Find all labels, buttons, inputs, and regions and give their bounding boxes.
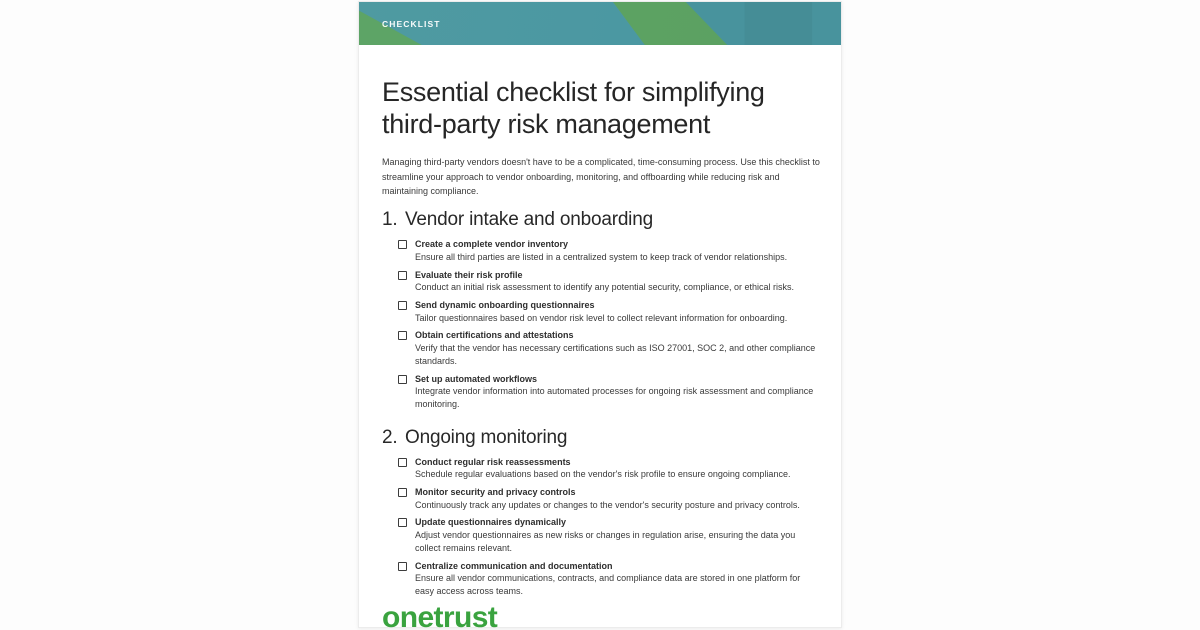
section-heading-text: Ongoing monitoring (405, 426, 568, 448)
item-description: Conduct an initial risk assessment to identify any potential security, compliance, or ethical risks. (415, 282, 795, 293)
checklist-section-2 (382, 456, 819, 603)
checklist-section-1 (382, 238, 819, 415)
item-checkbox[interactable] (398, 562, 407, 571)
item-description: Ensure all third parties are listed in a centralized system to keep track of vendor relationships. (415, 251, 788, 262)
section-heading-vendor-intake (382, 209, 819, 231)
item-text (415, 560, 819, 598)
item-text (415, 373, 819, 411)
item-label: Centralize communication and documentation (415, 560, 613, 571)
section-number: 1. (382, 209, 398, 231)
list-item (398, 373, 819, 411)
item-text (415, 516, 819, 554)
onetrust-logo: onetrust (382, 600, 498, 630)
page-title-line2: third-party risk management (382, 108, 711, 139)
item-checkbox[interactable] (398, 488, 407, 497)
item-label: Create a complete vendor inventory (415, 239, 569, 250)
item-description: Ensure all vendor communications, contracts, and compliance data are stored in one platform for easy access across teams. (415, 573, 801, 596)
page-title-line1: Essential checklist for simplifying (382, 77, 765, 107)
item-checkbox[interactable] (398, 331, 407, 340)
list-item (398, 238, 819, 263)
item-description: Integrate vendor information into automated processes for ongoing risk assessment and compliance monitoring. (415, 386, 814, 409)
item-text (415, 329, 819, 367)
item-text (415, 456, 819, 481)
list-item (398, 560, 819, 598)
item-label: Set up automated workflows (415, 373, 538, 384)
item-label: Evaluate their risk profile (415, 269, 523, 280)
item-checkbox[interactable] (398, 301, 407, 310)
section-heading-text: Vendor intake and onboarding (405, 209, 653, 231)
list-item (398, 329, 819, 367)
item-text (415, 269, 819, 294)
item-description: Continuously track any updates or changes to the vendor's security posture and privacy controls. (415, 499, 800, 510)
document-header-banner (359, 2, 841, 45)
list-item (398, 516, 819, 554)
item-checkbox[interactable] (398, 375, 407, 384)
item-text (415, 299, 819, 324)
item-label: Obtain certifications and attestations (415, 330, 574, 341)
item-text (415, 486, 819, 511)
section-heading-ongoing-monitoring (382, 427, 819, 449)
list-item (398, 299, 819, 324)
item-checkbox[interactable] (398, 518, 407, 527)
document-body (359, 45, 841, 630)
list-item (398, 456, 819, 481)
item-label: Update questionnaires dynamically (415, 517, 567, 528)
item-label: Send dynamic onboarding questionnaires (415, 300, 595, 311)
item-description: Schedule regular evaluations based on the vendor's risk profile to ensure ongoing compliance. (415, 469, 791, 480)
item-label: Conduct regular risk reassessments (415, 456, 571, 467)
section-number: 2. (382, 426, 398, 448)
item-checkbox[interactable] (398, 271, 407, 280)
item-checkbox[interactable] (398, 458, 407, 467)
page-title (382, 77, 819, 140)
item-checkbox[interactable] (398, 240, 407, 249)
list-item (398, 269, 819, 294)
checklist-document (358, 1, 842, 628)
item-label: Monitor security and privacy controls (415, 487, 576, 498)
item-description: Verify that the vendor has necessary certifications such as ISO 27001, SOC 2, and other compliance standards. (415, 343, 816, 366)
item-description: Adjust vendor questionnaires as new risks or changes in regulation arise, ensuring the data you collect remains relevant. (415, 529, 796, 553)
document-type-label: CHECKLIST (382, 18, 441, 29)
intro-paragraph: Managing third-party vendors doesn't have to be a complicated, time-consuming process. Use this checklist to streamline your approach to vendor onboarding, monitoring, and offboarding while reducing risk and maintaining compliance. (382, 157, 820, 196)
item-text (415, 238, 819, 263)
item-description: Tailor questionnaires based on vendor risk level to collect relevant information for onboarding. (415, 312, 788, 323)
list-item (398, 486, 819, 511)
